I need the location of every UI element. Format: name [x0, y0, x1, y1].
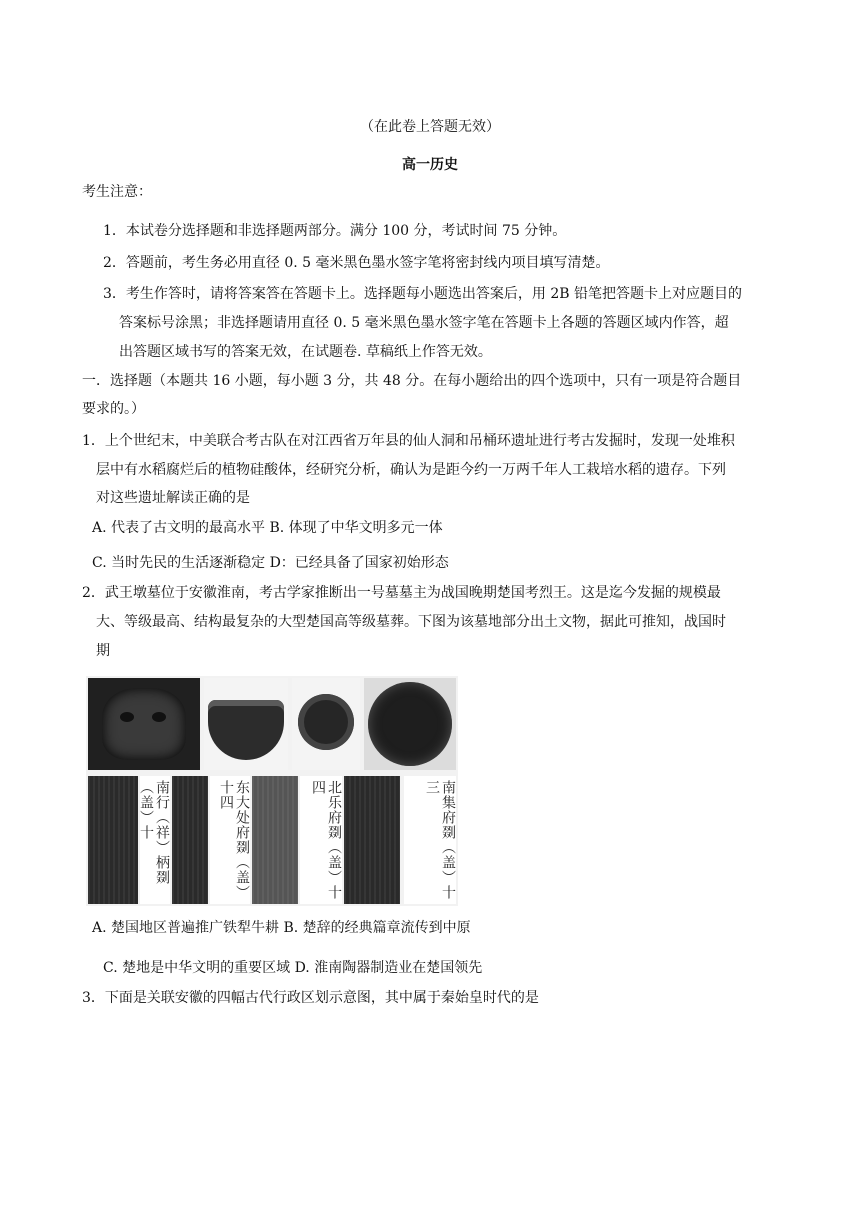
inscribed-slip-6: 北乐府剟（盖）十四 — [300, 776, 342, 904]
artifact-figure — [86, 676, 458, 906]
inscribed-slip-4: 东大处府剟（盖）十四 — [210, 776, 250, 904]
question-2-line-3: 期 — [96, 643, 110, 659]
instruction-item-1: 1．本试卷分选择题和非选择题两部分。满分 100 分，考试时间 75 分钟。 — [103, 223, 567, 239]
notice-text: （在此卷上答题无效） — [360, 119, 500, 135]
question-1-options-ab: A. 代表了古文明的最高水平 B. 体现了中华文明多元一体 — [92, 520, 443, 536]
lacquer-bowl-photo — [204, 678, 288, 770]
question-1-line-1: 1．上个世纪末，中美联合考古队在对江西省万年县的仙人洞和吊桶环遗址进行考古发掘时，发现一处堆积 — [82, 433, 735, 449]
page-title: 高一历史 — [402, 157, 458, 173]
inscribed-slip-3 — [172, 776, 208, 904]
question-2-options-ab: A. 楚国地区普遍推广铁犁牛耕 B. 楚辞的经典篇章流传到中原 — [92, 920, 471, 936]
inscribed-slip-2: 南行（祥）柄剟（盖）十 — [140, 776, 170, 904]
inscribed-slip-1 — [88, 776, 138, 904]
instruction-item-3: 3．考生作答时，请将答案答在答题卡上。选择题每小题选出答案后，用 2B 铅笔把答题卡上对应题目的 — [103, 286, 743, 302]
question-2-options-cd: C. 楚地是中华文明的重要区域 D. 淮南陶器制造业在楚国领先 — [103, 960, 483, 976]
instruction-item-3-cont-2: 出答题区域书写的答案无效，在试题卷. 草稿纸上作答无效。 — [119, 344, 492, 360]
section-heading-line-2: 要求的。） — [82, 401, 145, 417]
lacquer-box-photo — [364, 678, 456, 770]
round-plate-photo — [292, 678, 360, 770]
instruction-item-2: 2．答题前，考生务必用直径 0. 5 毫米黑色墨水签字笔将密封线内项目填写清楚。 — [103, 255, 610, 271]
question-2-line-1: 2．武王墩墓位于安徽淮南，考古学家推断出一号墓墓主为战国晚期楚国考烈王。这是迄今发掘的规模最 — [82, 585, 721, 601]
inscribed-slip-8: 南集府剟（盖）十三 — [404, 776, 456, 904]
question-1-line-3: 对这些遗址解读正确的是 — [96, 490, 250, 506]
question-1-line-2: 层中有水稻腐烂后的植物硅酸体，经研究分析，确认为是距今约一万两千年人工栽培水稻的遗存。下列 — [96, 462, 726, 478]
bronze-mask-photo — [88, 678, 200, 770]
inscribed-slip-7 — [344, 776, 400, 904]
inscribed-slip-5 — [252, 776, 298, 904]
question-1-options-cd: C. 当时先民的生活逐渐稳定 D：已经具备了国家初始形态 — [92, 555, 449, 571]
instructions-heading: 考生注意： — [82, 184, 152, 200]
question-3-line-1: 3．下面是关联安徽的四幅古代行政区划示意图，其中属于秦始皇时代的是 — [82, 990, 539, 1006]
section-heading-line-1: 一．选择题（本题共 16 小题，每小题 3 分，共 48 分。在每小题给出的四个选项中，只有一项是符合题目 — [82, 373, 742, 389]
question-2-line-2: 大、等级最高、结构最复杂的大型楚国高等级墓葬。下图为该墓地部分出土文物，据此可推知，战国时 — [96, 614, 726, 630]
instruction-item-3-cont-1: 答案标号涂黑；非选择题请用直径 0. 5 毫米黑色墨水签字笔在答题卡上各题的答题区域内作答，超 — [119, 315, 729, 331]
